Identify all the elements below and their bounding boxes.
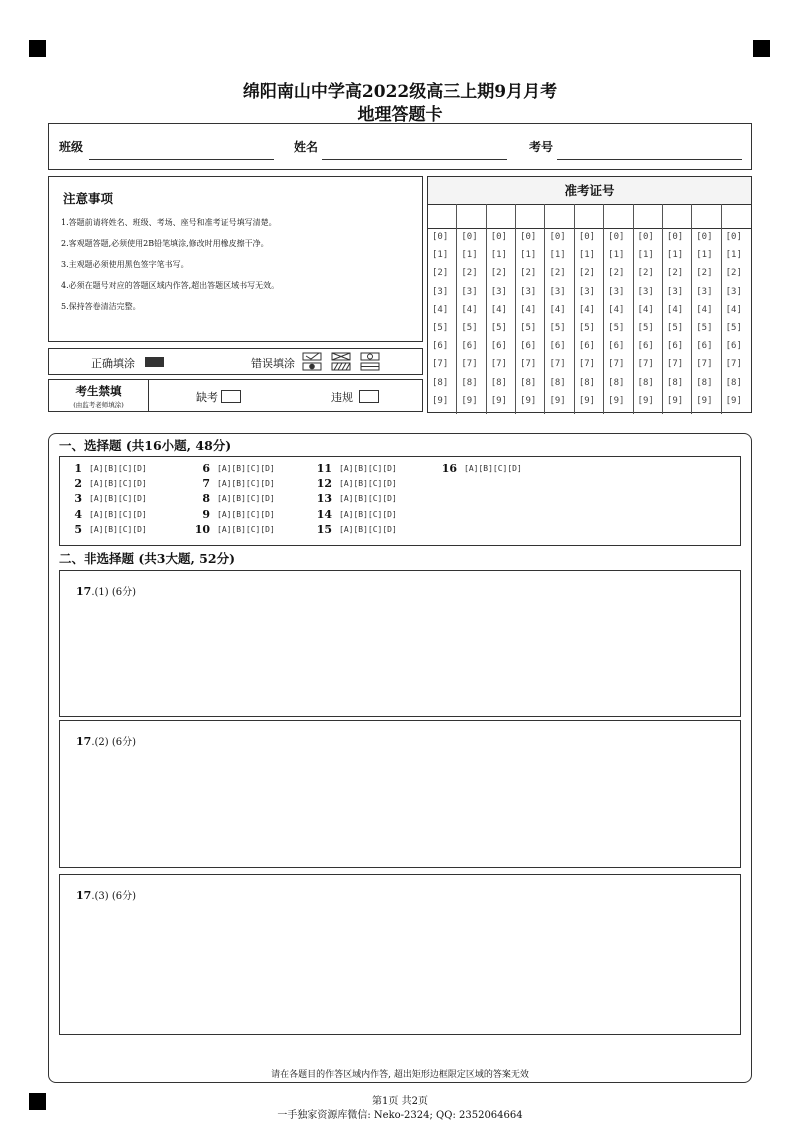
name-field[interactable] <box>322 159 507 160</box>
admission-digit-bubble[interactable]: [6] <box>461 341 478 352</box>
admission-digit-bubble[interactable]: [4] <box>490 304 507 315</box>
admission-digit-bubble[interactable]: [2] <box>578 268 596 279</box>
prohibited-box <box>48 379 423 412</box>
admission-digit-bubble[interactable]: [4] <box>520 304 537 315</box>
choice-question-number: 5 <box>74 522 82 536</box>
admission-digit-bubble[interactable]: [7] <box>490 359 507 370</box>
admission-digit-bubble[interactable]: [7] <box>608 359 625 370</box>
admission-digit-bubble[interactable]: [0] <box>637 232 654 242</box>
admission-digit-bubble[interactable]: [3] <box>461 286 478 297</box>
admission-digit-bubble[interactable]: [9] <box>725 395 742 406</box>
choice-option-bubbles[interactable]: [A][B][C][D] <box>89 524 147 534</box>
admission-column-divider <box>428 228 722 414</box>
admission-digit-bubble[interactable]: [5] <box>461 323 478 333</box>
note-item: 1.答题前请将姓名、班级、考场、座号和准考证号填写清楚。 <box>61 218 277 227</box>
admission-digit-bubble[interactable]: [2] <box>696 268 713 279</box>
admission-digit-bubble[interactable]: [8] <box>432 377 449 388</box>
choice-question-number: 2 <box>74 477 82 491</box>
admission-digit-bubble[interactable]: [8] <box>549 377 566 388</box>
admission-digit-bubble[interactable]: [0] <box>520 232 537 242</box>
admission-digit-bubble[interactable]: [9] <box>432 395 449 406</box>
admission-digit-bubble[interactable]: [8] <box>608 377 625 388</box>
admission-digit-bubble[interactable]: [4] <box>608 304 625 315</box>
prohibited-subtitle: (由监考老师填涂) <box>73 401 124 409</box>
notes-title: 注意事项 <box>63 191 114 206</box>
choice-question-number: 8 <box>202 492 210 506</box>
admission-digit-bubble[interactable]: [2] <box>432 268 449 279</box>
choice-question-number: 13 <box>316 492 332 506</box>
admission-digit-bubble[interactable]: [5] <box>432 323 449 333</box>
admission-digit-bubble[interactable]: [5] <box>725 323 742 333</box>
admission-digit-bubble[interactable]: [0] <box>608 232 625 242</box>
choice-question-number: 16 <box>441 462 457 475</box>
admission-digit-bubble[interactable]: [6] <box>578 341 596 352</box>
choice-option-bubbles[interactable]: [A][B][C][D] <box>89 494 147 504</box>
admission-digit-bubble[interactable]: [2] <box>461 268 478 279</box>
non-choice-section-title: 二、非选择题 (共3大题, 52分) <box>59 551 235 566</box>
admission-digit-bubble[interactable]: [6] <box>696 341 713 352</box>
choice-option-bubbles[interactable]: [A][B][C][D] <box>217 479 275 489</box>
admission-digit-bubble[interactable]: [9] <box>549 395 566 406</box>
admission-digit-bubble[interactable]: [2] <box>666 268 684 279</box>
admission-digit-bubble[interactable]: [3] <box>490 286 507 297</box>
admission-digit-bubble[interactable]: [5] <box>666 323 684 333</box>
choice-option-bubbles[interactable]: [A][B][C][D] <box>217 509 275 519</box>
admission-digit-bubble[interactable]: [6] <box>666 341 684 352</box>
admission-digit-bubble[interactable]: [3] <box>520 286 537 297</box>
admission-digit-bubble[interactable]: [2] <box>608 268 625 279</box>
admission-digit-bubble[interactable]: [5] <box>520 323 537 333</box>
answer-label <box>76 887 136 902</box>
correct-fill-mark <box>145 357 164 367</box>
name-label: 姓名 <box>294 140 319 154</box>
choice-area <box>59 456 741 546</box>
admission-digit-bubble[interactable]: [1] <box>520 250 537 261</box>
admission-digit-bubble[interactable]: [6] <box>490 341 507 352</box>
answer-warning: 请在各题目的作答区域内作答, 超出矩形边框限定区域的答案无效 <box>271 1070 529 1080</box>
admission-digit-bubble[interactable]: [9] <box>696 395 713 406</box>
class-field[interactable] <box>89 159 274 160</box>
question-number: 17 <box>76 585 92 598</box>
admission-digit-bubble[interactable]: [1] <box>490 250 507 261</box>
prohibited-divider <box>148 380 149 411</box>
admission-digit-bubble[interactable]: [1] <box>549 250 566 261</box>
admission-digit-bubble[interactable]: [7] <box>461 359 478 370</box>
absent-checkbox[interactable] <box>221 390 241 403</box>
question-number: 17 <box>76 735 92 748</box>
subject-title: 地理答题卡 <box>357 105 443 125</box>
admission-digit-bubble[interactable]: [6] <box>432 341 449 352</box>
choice-question-number: 10 <box>194 522 210 536</box>
admission-digit-bubble[interactable]: [0] <box>725 232 742 242</box>
admission-digit-bubble[interactable]: [2] <box>725 268 742 279</box>
corner-marker-top-right <box>753 40 770 57</box>
violation-checkbox[interactable] <box>359 390 379 403</box>
admission-digit-bubble[interactable]: [9] <box>520 395 537 406</box>
admission-digit-bubble[interactable]: [7] <box>578 359 596 370</box>
choice-option-bubbles[interactable]: [A][B][C][D] <box>339 494 397 504</box>
admission-digit-bubble[interactable]: [5] <box>578 323 596 333</box>
admission-digit-bubble[interactable]: [8] <box>578 377 596 388</box>
note-item: 2.客观题答题,必须使用2B铅笔填涂,修改时用橡皮擦干净。 <box>61 239 269 248</box>
question-number: 17 <box>76 889 92 902</box>
absent-label: 缺考 <box>196 391 218 404</box>
admission-digit-bubble[interactable]: [3] <box>549 286 566 297</box>
prohibited-title: 考生禁填 <box>75 384 122 398</box>
admission-digit-bubble[interactable]: [6] <box>608 341 625 352</box>
admission-digit-bubble[interactable]: [9] <box>490 395 507 406</box>
info-row <box>48 123 752 170</box>
choice-option-bubbles[interactable]: [A][B][C][D] <box>339 524 397 534</box>
admission-digit-bubble[interactable]: [8] <box>696 377 713 388</box>
choice-option-bubbles[interactable]: [A][B][C][D] <box>217 494 275 504</box>
note-item: 4.必须在题号对应的答题区域内作答,超出答题区域书写无效。 <box>61 281 280 290</box>
admission-digit-bubble[interactable]: [7] <box>666 359 684 370</box>
admission-digit-bubble[interactable]: [1] <box>725 250 742 261</box>
answer-box-17-1[interactable] <box>59 570 741 717</box>
admission-digit-bubble[interactable]: [1] <box>608 250 625 261</box>
admission-digit-bubble[interactable]: [6] <box>637 341 654 352</box>
admission-digit-bubble[interactable]: [1] <box>666 250 684 261</box>
choice-option-bubbles[interactable]: [A][B][C][D] <box>217 524 275 534</box>
admission-digit-bubble[interactable]: [9] <box>666 395 684 406</box>
question-part: .(1) (6分) <box>91 587 136 598</box>
admission-digit-bubble[interactable]: [8] <box>637 377 654 388</box>
admission-digit-bubble[interactable]: [1] <box>696 250 713 261</box>
admission-digit-bubble[interactable]: [3] <box>578 286 596 297</box>
admission-digit-bubble[interactable]: [4] <box>461 304 478 315</box>
admission-digit-bubble[interactable]: [7] <box>696 359 713 370</box>
choice-option-bubbles[interactable]: [A][B][C][D] <box>339 464 397 473</box>
correct-fill-label: 正确填涂 <box>91 357 135 370</box>
fill-example-box <box>48 348 423 375</box>
admission-digit-bubble[interactable]: [8] <box>666 377 684 388</box>
admission-digit-bubble[interactable]: [7] <box>725 359 742 370</box>
admission-digit-bubble[interactable]: [5] <box>637 323 654 333</box>
admission-digit-bubble[interactable]: [6] <box>549 341 566 352</box>
admission-digit-bubble[interactable]: [2] <box>637 268 654 279</box>
admission-digit-bubble[interactable]: [3] <box>637 286 654 297</box>
admission-digit-bubble[interactable]: [9] <box>461 395 478 406</box>
admission-digit-bubble[interactable]: [9] <box>578 395 596 406</box>
answer-box-17-2[interactable] <box>59 720 741 868</box>
admission-digit-bubble[interactable]: [7] <box>637 359 654 370</box>
admission-digit-bubble[interactable]: [6] <box>520 341 537 352</box>
choice-option-bubbles[interactable]: [A][B][C][D] <box>464 464 522 473</box>
choice-question-number: 15 <box>316 522 332 536</box>
admission-digit-bubble[interactable]: [3] <box>725 286 742 297</box>
admission-digit-bubble[interactable]: [0] <box>461 232 478 242</box>
choice-option-bubbles[interactable]: [A][B][C][D] <box>217 464 275 473</box>
question-part: .(2) (6分) <box>91 737 136 748</box>
choice-option-bubbles[interactable]: [A][B][C][D] <box>89 464 147 473</box>
admission-digit-bubble[interactable]: [4] <box>666 304 684 315</box>
admission-digit-write-cell[interactable] <box>428 204 722 228</box>
admission-digit-bubble[interactable]: [0] <box>432 232 449 242</box>
corner-marker-top-left <box>29 40 46 57</box>
answer-label <box>76 583 136 598</box>
admission-digit-bubble[interactable]: [5] <box>549 323 566 333</box>
admission-digit-bubble[interactable]: [1] <box>578 250 596 261</box>
note-item: 3.主观题必须使用黑色签字笔书写。 <box>61 260 189 269</box>
admission-digit-bubble[interactable]: [2] <box>549 268 566 279</box>
answer-label <box>76 733 136 748</box>
choice-question-number: 6 <box>202 462 210 475</box>
admission-digit-bubble[interactable]: [6] <box>725 341 742 352</box>
answer-frame <box>48 433 752 1083</box>
admission-digit-bubble[interactable]: [1] <box>432 250 449 261</box>
choice-option-bubbles[interactable]: [A][B][C][D] <box>339 479 397 489</box>
admission-digit-bubble[interactable]: [5] <box>490 323 507 333</box>
exam-title: 绵阳南山中学高2022级高三上期9月月考 <box>242 82 558 102</box>
choice-question-number: 4 <box>74 507 82 521</box>
admission-digit-bubble[interactable]: [0] <box>666 232 684 242</box>
admission-digit-bubble[interactable]: [7] <box>520 359 537 370</box>
contact-info: 一手独家资源库微信: Neko-2324; QQ: 2352064664 <box>277 1110 523 1121</box>
choice-option-bubbles[interactable]: [A][B][C][D] <box>339 509 397 519</box>
admission-digit-bubble[interactable]: [3] <box>696 286 713 297</box>
admission-digit-bubble[interactable]: [5] <box>608 323 625 333</box>
note-item: 5.保持答卷清洁完整。 <box>61 302 141 311</box>
admission-digit-bubble[interactable]: [1] <box>461 250 478 261</box>
choice-option-bubbles[interactable]: [A][B][C][D] <box>89 479 147 489</box>
page-number: 第1页 共2页 <box>372 1096 428 1107</box>
admission-digit-bubble[interactable]: [7] <box>432 359 449 370</box>
admission-digit-bubble[interactable]: [0] <box>578 232 596 242</box>
answer-box-17-3[interactable] <box>59 874 741 1035</box>
choice-question-number: 14 <box>316 507 332 521</box>
choice-question-number: 12 <box>316 477 332 491</box>
notes-box <box>48 176 423 342</box>
admission-digit-bubble[interactable]: [0] <box>549 232 566 242</box>
admission-digit-bubble[interactable]: [5] <box>696 323 713 333</box>
admission-digit-bubble[interactable]: [3] <box>666 286 684 297</box>
admission-digit-bubble[interactable]: [0] <box>696 232 713 242</box>
admission-digit-bubble[interactable]: [1] <box>637 250 654 261</box>
exam-number-field[interactable] <box>557 159 742 160</box>
admission-digit-bubble[interactable]: [4] <box>637 304 654 315</box>
admission-digit-bubble[interactable]: [4] <box>549 304 566 315</box>
admission-digit-bubble[interactable]: [2] <box>490 268 507 279</box>
choice-question-number: 7 <box>202 477 210 491</box>
admission-number-box <box>427 176 752 413</box>
admission-digit-bubble[interactable]: [7] <box>549 359 566 370</box>
admission-digit-bubble[interactable]: [9] <box>608 395 625 406</box>
choice-question-number: 11 <box>316 462 332 475</box>
choice-section-title: 一、选择题 (共16小题, 48分) <box>59 438 232 453</box>
admission-digit-bubble[interactable]: [4] <box>725 304 742 315</box>
choice-question-number: 9 <box>202 507 210 521</box>
admission-digit-bubble[interactable]: [8] <box>461 377 478 388</box>
admission-digit-bubble[interactable]: [0] <box>490 232 507 242</box>
wrong-fill-label: 错误填涂 <box>251 357 295 370</box>
admission-digit-bubble[interactable]: [8] <box>725 377 742 388</box>
admission-number-title: 准考证号 <box>428 177 751 205</box>
exam-number-label: 考号 <box>529 140 554 154</box>
admission-digit-bubble[interactable]: [4] <box>432 304 449 315</box>
admission-digit-bubble[interactable]: [4] <box>578 304 596 315</box>
admission-digit-bubble[interactable]: [3] <box>608 286 625 297</box>
choice-option-bubbles[interactable]: [A][B][C][D] <box>89 509 147 519</box>
admission-digit-bubble[interactable]: [3] <box>432 286 449 297</box>
admission-digit-bubble[interactable]: [9] <box>637 395 654 406</box>
choice-question-number: 3 <box>74 492 82 506</box>
class-label: 班级 <box>59 140 84 154</box>
choice-question-number: 1 <box>74 462 82 475</box>
admission-digit-bubble[interactable]: [4] <box>696 304 713 315</box>
admission-digit-bubble[interactable]: [8] <box>490 377 507 388</box>
admission-digit-bubble[interactable]: [8] <box>520 377 537 388</box>
admission-digit-bubble[interactable]: [2] <box>520 268 537 279</box>
question-part: .(3) (6分) <box>91 891 136 902</box>
violation-label: 违规 <box>331 391 353 404</box>
wrong-fill-marks-icon <box>302 352 382 372</box>
